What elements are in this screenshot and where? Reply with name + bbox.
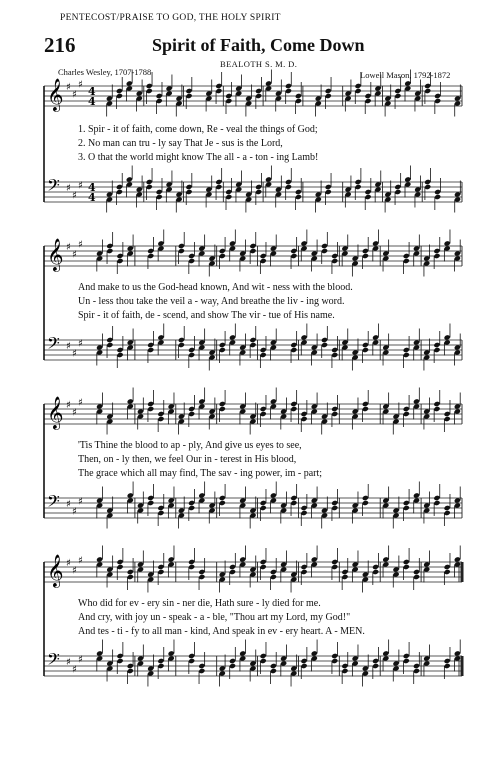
final-barline: [461, 562, 464, 582]
sharp-sign: ♯: [78, 397, 83, 409]
lyric-line: Who did for ev - ery sin - ner die, Hath sure - ly died for me.: [78, 598, 321, 609]
sharp-sign: ♯: [66, 499, 71, 510]
sharp-sign: ♯: [66, 400, 71, 411]
sharp-sign: ♯: [72, 89, 77, 101]
sharp-sign: ♯: [78, 338, 83, 350]
lyric-line: 'Tis Thine the blood to ap - ply, And give us eyes to see,: [78, 440, 302, 451]
lyric-line: The grace which all may find, The sav - ing power, im - part;: [78, 468, 323, 479]
sharp-sign: ♯: [66, 341, 71, 352]
category-heading: PENTECOST/PRAISE TO GOD, THE HOLY SPIRIT: [60, 13, 281, 23]
time-signature: 4: [88, 85, 96, 98]
sharp-sign: ♯: [78, 496, 83, 508]
lyric-line: Spir - it of faith, de - scend, and show The vir - tue of His name.: [78, 310, 335, 321]
hymn-title: Spirit of Faith, Come Down: [152, 35, 365, 55]
bass-clef: 𝄢: [47, 491, 60, 515]
treble-clef: 𝄞: [47, 238, 64, 271]
music-composer: Lowell Mason, 1792-1872: [360, 70, 451, 80]
time-signature: 4: [88, 191, 96, 204]
lyric-line: And cry, with joy un - speak - a - ble, "Thou art my Lord, my God!": [78, 612, 351, 623]
bass-clef: 𝄢: [47, 649, 60, 673]
final-barline: [461, 656, 464, 676]
treble-clef: 𝄞: [47, 554, 64, 587]
lyric-line: Un - less thou take the veil a - way, And breathe the liv - ing word.: [78, 296, 345, 307]
sharp-sign: ♯: [72, 565, 77, 577]
bass-clef: 𝄢: [47, 333, 60, 357]
time-signature: 4: [88, 181, 96, 194]
sharp-sign: ♯: [66, 657, 71, 668]
sharp-sign: ♯: [72, 407, 77, 419]
sharp-sign: ♯: [72, 348, 77, 360]
sharp-sign: ♯: [72, 249, 77, 261]
sharp-sign: ♯: [66, 82, 71, 93]
sharp-sign: ♯: [78, 555, 83, 567]
sharp-sign: ♯: [78, 180, 83, 192]
time-signature: 4: [88, 95, 96, 108]
lyric-line: And tes - ti - fy to all man - kind, And speak in ev - ery heart. A - MEN.: [78, 626, 365, 637]
lyric-line: 2. No man can tru - ly say That Je - sus is the Lord,: [78, 138, 283, 149]
sharp-sign: ♯: [78, 239, 83, 251]
sharp-sign: ♯: [72, 664, 77, 676]
sharp-sign: ♯: [66, 558, 71, 569]
treble-clef: 𝄞: [47, 396, 64, 429]
sharp-sign: ♯: [72, 190, 77, 202]
bass-clef: 𝄢: [47, 175, 60, 199]
hymn-number: 216: [44, 33, 76, 57]
sharp-sign: ♯: [66, 242, 71, 253]
lyric-line: And make to us the God-head known, And wit - ness with the blood.: [78, 282, 353, 293]
sharp-sign: ♯: [72, 506, 77, 518]
lyric-line: 1. Spir - it of faith, come down, Re - veal the things of God;: [78, 124, 318, 135]
tune-name: BEALOTH S. M. D.: [220, 59, 298, 69]
lyric-line: 3. O that the world might know The all - a - ton - ing Lamb!: [78, 152, 319, 163]
text-author: Charles Wesley, 1707-1788: [58, 67, 152, 77]
sharp-sign: ♯: [66, 183, 71, 194]
sharp-sign: ♯: [78, 654, 83, 666]
treble-clef: 𝄞: [47, 78, 64, 111]
lyric-line: Then, on - ly then, we feel Our in - terest in His blood,: [78, 454, 297, 465]
sharp-sign: ♯: [78, 79, 83, 91]
